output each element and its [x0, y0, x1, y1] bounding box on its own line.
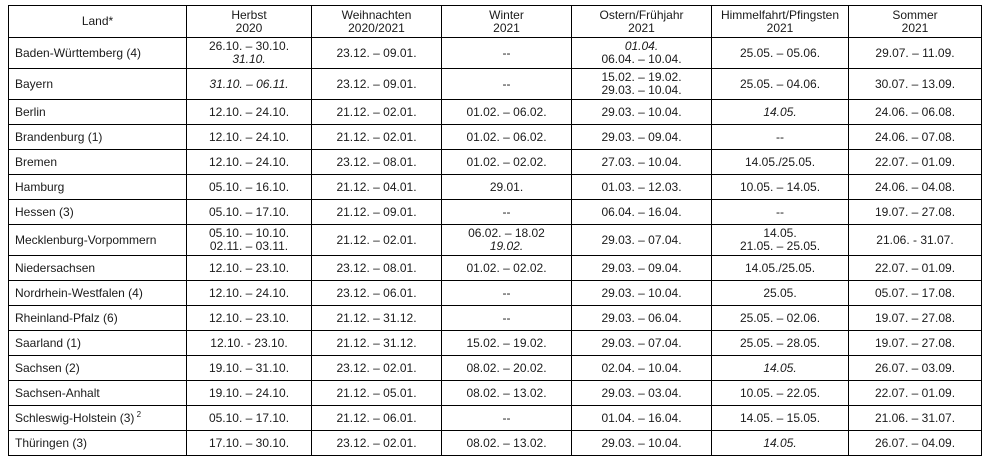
- date-range: 25.05. – 28.05.: [739, 335, 821, 350]
- date-range: 19.10. – 31.10.: [208, 360, 290, 375]
- date-range: 29.03. – 07.04.: [601, 335, 682, 350]
- date-range: 29.03. – 10.04.: [601, 435, 682, 450]
- table-row: [9, 175, 982, 200]
- date-range: 14.05. – 15.05.: [739, 410, 821, 425]
- himmelfahrt-cell: [712, 100, 849, 125]
- sommer-cell: [849, 69, 982, 100]
- himmelfahrt-cell: [712, 281, 849, 306]
- date-range: 22.07. – 01.09.: [874, 260, 956, 275]
- column-header-himmelfahrt: Himmelfahrt/Pfingsten 2021: [712, 6, 849, 38]
- date-range: 14.05./25.05.: [744, 154, 816, 169]
- table-row: [9, 306, 982, 331]
- ostern-cell: [572, 281, 712, 306]
- date-range: 25.05. – 04.06.: [739, 76, 821, 91]
- date-range: 21.12. – 04.01.: [336, 179, 417, 194]
- land-cell: Rheinland-Pfalz (6): [9, 306, 187, 331]
- date-range: 23.12. – 02.01.: [336, 360, 417, 375]
- herbst-cell: [187, 406, 312, 431]
- table-row: [9, 356, 982, 381]
- date-range: 24.06. – 07.08.: [874, 129, 956, 144]
- date-range: 21.12. – 06.01.: [336, 410, 417, 425]
- column-header-sommer: Sommer 2021: [849, 6, 982, 38]
- winter-cell: [442, 100, 572, 125]
- herbst-cell: [187, 225, 312, 256]
- sommer-cell: [849, 306, 982, 331]
- herbst-cell: [187, 331, 312, 356]
- winter-cell: [442, 331, 572, 356]
- date-range: 10.05. – 22.05.: [739, 385, 821, 400]
- date-range: --: [502, 204, 511, 219]
- date-range: 05.10. – 10.10.: [208, 226, 290, 240]
- date-range: 30.07. – 13.09.: [874, 76, 956, 91]
- date-range: 14.05.: [763, 226, 797, 240]
- winter-cell: [442, 175, 572, 200]
- date-range: 19.10. – 24.10.: [208, 385, 290, 400]
- table-row: [9, 281, 982, 306]
- table-row: [9, 200, 982, 225]
- date-range: 29.03. – 07.04.: [601, 232, 682, 247]
- sommer-cell: [849, 406, 982, 431]
- herbst-cell: [187, 150, 312, 175]
- date-range: --: [502, 76, 511, 91]
- school-holidays-table: [8, 5, 982, 456]
- weihnachten-cell: [312, 69, 442, 100]
- weihnachten-cell: [312, 356, 442, 381]
- date-range: 15.02. – 19.02.: [466, 335, 547, 350]
- date-range: 23.12. – 09.01.: [336, 76, 417, 91]
- herbst-cell: [187, 381, 312, 406]
- ostern-cell: [572, 200, 712, 225]
- date-range: 31.10. – 06.11.: [209, 76, 289, 91]
- date-range: 10.05. – 14.05.: [739, 179, 821, 194]
- date-range: 08.02. – 13.02.: [466, 435, 547, 450]
- winter-cell: [442, 150, 572, 175]
- weihnachten-cell: [312, 256, 442, 281]
- weihnachten-cell: [312, 406, 442, 431]
- date-range: 06.02. – 18.02: [468, 226, 545, 240]
- date-range: 29.03. – 06.04.: [601, 310, 682, 325]
- column-header-ostern: Ostern/Frühjahr 2021: [572, 6, 712, 38]
- date-range: 12.10. – 24.10.: [208, 285, 290, 300]
- ostern-cell: [572, 150, 712, 175]
- date-range: 22.07. – 01.09.: [874, 154, 956, 169]
- date-range: 21.12. – 02.01.: [336, 129, 417, 144]
- table-row: [9, 69, 982, 100]
- table-row: [9, 100, 982, 125]
- weihnachten-cell: [312, 125, 442, 150]
- date-range: 02.11. – 03.11.: [209, 239, 289, 253]
- sommer-cell: [849, 331, 982, 356]
- herbst-cell: [187, 38, 312, 69]
- land-cell: Thüringen (3): [9, 431, 187, 456]
- date-range: 08.02. – 13.02.: [466, 385, 547, 400]
- date-range: 29.07. – 11.09.: [875, 45, 955, 60]
- date-range: 01.02. – 06.02.: [466, 129, 547, 144]
- himmelfahrt-cell: [712, 150, 849, 175]
- date-range: --: [776, 129, 784, 144]
- date-range: 12.10. – 24.10.: [208, 129, 290, 144]
- winter-cell: [442, 281, 572, 306]
- ostern-cell: [572, 381, 712, 406]
- himmelfahrt-cell: [712, 256, 849, 281]
- winter-cell: [442, 381, 572, 406]
- date-range: --: [502, 45, 511, 60]
- herbst-cell: [187, 356, 312, 381]
- winter-cell: [442, 38, 572, 69]
- date-range: 14.05.: [763, 104, 797, 119]
- ostern-cell: [572, 256, 712, 281]
- date-range: 29.03. – 10.04.: [601, 83, 682, 97]
- date-range: 21.12. – 31.12.: [336, 310, 417, 325]
- weihnachten-cell: [312, 331, 442, 356]
- herbst-cell: [187, 100, 312, 125]
- date-range: 21.05. – 25.05.: [739, 239, 821, 253]
- date-range: 23.12. – 02.01.: [336, 435, 417, 450]
- date-range: 24.06. – 06.08.: [874, 104, 956, 119]
- winter-cell: [442, 256, 572, 281]
- date-range: 19.02.: [489, 239, 524, 253]
- herbst-cell: [187, 200, 312, 225]
- weihnachten-cell: [312, 175, 442, 200]
- weihnachten-cell: [312, 306, 442, 331]
- ostern-cell: [572, 69, 712, 100]
- winter-cell: [442, 200, 572, 225]
- himmelfahrt-cell: [712, 306, 849, 331]
- date-range: 06.04. – 16.04.: [601, 204, 682, 219]
- date-range: 29.03. – 03.04.: [601, 385, 682, 400]
- himmelfahrt-cell: [712, 406, 849, 431]
- date-range: 17.10. – 30.10.: [208, 435, 290, 450]
- weihnachten-cell: [312, 281, 442, 306]
- winter-cell: [442, 431, 572, 456]
- column-header-land: Land*: [9, 6, 187, 38]
- date-range: 29.03. – 10.04.: [601, 104, 682, 119]
- date-range: 21.12. – 05.01.: [336, 385, 417, 400]
- date-range: 25.05. – 05.06.: [739, 45, 821, 60]
- weihnachten-cell: [312, 381, 442, 406]
- weihnachten-cell: [312, 100, 442, 125]
- date-range: 19.07. – 27.08.: [874, 204, 956, 219]
- date-range: 14.05.: [763, 360, 797, 375]
- land-cell: Mecklenburg-Vorpommern: [9, 225, 187, 256]
- table-row: [9, 406, 982, 431]
- sommer-cell: [849, 356, 982, 381]
- ostern-cell: [572, 356, 712, 381]
- date-range: 01.02. – 02.02.: [466, 260, 547, 275]
- date-range: 01.02. – 02.02.: [466, 154, 547, 169]
- date-range: 02.04. – 10.04.: [601, 360, 682, 375]
- winter-cell: [442, 225, 572, 256]
- date-range: 06.04. – 10.04.: [601, 52, 682, 66]
- ostern-cell: [572, 175, 712, 200]
- winter-cell: [442, 406, 572, 431]
- table-row: [9, 38, 982, 69]
- date-range: 01.03. – 12.03.: [601, 179, 682, 194]
- date-range: 26.07. – 03.09.: [874, 360, 956, 375]
- date-range: --: [502, 310, 511, 325]
- date-range: --: [776, 204, 784, 219]
- herbst-cell: [187, 125, 312, 150]
- ostern-cell: [572, 306, 712, 331]
- land-cell: Sachsen-Anhalt: [9, 381, 187, 406]
- date-range: 29.03. – 09.04.: [601, 129, 682, 144]
- table-row: [9, 431, 982, 456]
- land-cell: Sachsen (2): [9, 356, 187, 381]
- himmelfahrt-cell: [712, 175, 849, 200]
- sommer-cell: [849, 281, 982, 306]
- sommer-cell: [849, 200, 982, 225]
- winter-cell: [442, 125, 572, 150]
- date-range: 29.03. – 09.04.: [601, 260, 682, 275]
- date-range: 27.03. – 10.04.: [601, 154, 682, 169]
- herbst-cell: [187, 281, 312, 306]
- table-row: [9, 125, 982, 150]
- date-range: 12.10. – 24.10.: [208, 104, 290, 119]
- winter-cell: [442, 356, 572, 381]
- date-range: 19.07. – 27.08.: [874, 335, 956, 350]
- date-range: 21.12. – 09.01.: [336, 204, 417, 219]
- date-range: 21.06. - 31.07.: [876, 232, 954, 247]
- herbst-cell: [187, 175, 312, 200]
- land-cell: Saarland (1): [9, 331, 187, 356]
- date-range: 12.10. - 23.10.: [210, 335, 288, 350]
- date-range: 26.07. – 04.09.: [874, 435, 956, 450]
- ostern-cell: [572, 225, 712, 256]
- date-range: 23.12. – 06.01.: [336, 285, 417, 300]
- ostern-cell: [572, 100, 712, 125]
- weihnachten-cell: [312, 225, 442, 256]
- land-cell: Nordrhein-Westfalen (4): [9, 281, 187, 306]
- land-cell: Hessen (3): [9, 200, 187, 225]
- himmelfahrt-cell: [712, 331, 849, 356]
- column-header-herbst: Herbst 2020: [187, 6, 312, 38]
- table-row: [9, 150, 982, 175]
- date-range: 23.12. – 08.01.: [336, 154, 417, 169]
- sommer-cell: [849, 100, 982, 125]
- date-range: 24.06. – 04.08.: [874, 179, 956, 194]
- date-range: 12.10. – 23.10.: [208, 260, 290, 275]
- weihnachten-cell: [312, 200, 442, 225]
- sommer-cell: [849, 256, 982, 281]
- date-range: 05.10. – 17.10.: [208, 204, 290, 219]
- table-row: [9, 331, 982, 356]
- himmelfahrt-cell: [712, 431, 849, 456]
- table-row: [9, 381, 982, 406]
- land-cell: Bremen: [9, 150, 187, 175]
- himmelfahrt-cell: [712, 200, 849, 225]
- date-range: 22.07. – 01.09.: [874, 385, 956, 400]
- date-range: 12.10. – 23.10.: [208, 310, 290, 325]
- column-header-weihnachten: Weihnachten 2020/2021: [312, 6, 442, 38]
- date-range: 29.03. – 10.04.: [601, 285, 682, 300]
- ostern-cell: [572, 406, 712, 431]
- himmelfahrt-cell: [712, 38, 849, 69]
- himmelfahrt-cell: [712, 356, 849, 381]
- date-range: 21.12. – 31.12.: [336, 335, 417, 350]
- date-range: 14.05./25.05.: [744, 260, 816, 275]
- land-cell: Niedersachsen: [9, 256, 187, 281]
- date-range: 05.10. – 16.10.: [208, 179, 290, 194]
- sommer-cell: [849, 175, 982, 200]
- date-range: 19.07. – 27.08.: [874, 310, 956, 325]
- table-header-row: [9, 6, 982, 38]
- sommer-cell: [849, 225, 982, 256]
- date-range: 05.10. – 17.10.: [208, 410, 290, 425]
- winter-cell: [442, 69, 572, 100]
- date-range: 01.04. – 16.04.: [601, 410, 682, 425]
- date-range: 23.12. – 08.01.: [336, 260, 417, 275]
- date-range: 21.06. – 31.07.: [874, 410, 956, 425]
- herbst-cell: [187, 431, 312, 456]
- himmelfahrt-cell: [712, 225, 849, 256]
- date-range: 08.02. – 20.02.: [466, 360, 547, 375]
- herbst-cell: [187, 256, 312, 281]
- land-cell: Bayern: [9, 69, 187, 100]
- date-range: 31.10.: [232, 52, 266, 66]
- land-cell: Berlin: [9, 100, 187, 125]
- date-range: 05.07. – 17.08.: [874, 285, 956, 300]
- date-range: --: [502, 410, 511, 425]
- himmelfahrt-cell: [712, 381, 849, 406]
- date-range: 21.12. – 02.01.: [336, 104, 417, 119]
- sommer-cell: [849, 38, 982, 69]
- herbst-cell: [187, 69, 312, 100]
- herbst-cell: [187, 306, 312, 331]
- weihnachten-cell: [312, 431, 442, 456]
- date-range: 29.01.: [489, 179, 524, 194]
- himmelfahrt-cell: [712, 69, 849, 100]
- column-header-winter: Winter 2021: [442, 6, 572, 38]
- winter-cell: [442, 306, 572, 331]
- sommer-cell: [849, 125, 982, 150]
- ostern-cell: [572, 431, 712, 456]
- sommer-cell: [849, 150, 982, 175]
- date-range: 26.10. – 30.10.: [208, 39, 290, 53]
- date-range: 12.10. – 24.10.: [208, 154, 290, 169]
- date-range: 25.05.: [763, 285, 797, 300]
- weihnachten-cell: [312, 150, 442, 175]
- date-range: --: [502, 285, 511, 300]
- land-cell: Hamburg: [9, 175, 187, 200]
- footnote-marker: 2: [134, 409, 142, 419]
- weihnachten-cell: [312, 38, 442, 69]
- date-range: 23.12. – 09.01.: [336, 45, 417, 60]
- himmelfahrt-cell: [712, 125, 849, 150]
- date-range: 01.04.: [624, 39, 659, 53]
- land-cell: Baden-Württemberg (4): [9, 38, 187, 69]
- date-range: 15.02. – 19.02.: [601, 70, 682, 84]
- ostern-cell: [572, 125, 712, 150]
- land-cell: Brandenburg (1): [9, 125, 187, 150]
- sommer-cell: [849, 431, 982, 456]
- ostern-cell: [572, 38, 712, 69]
- date-range: 01.02. – 06.02.: [466, 104, 547, 119]
- date-range: 25.05. – 02.06.: [739, 310, 821, 325]
- ostern-cell: [572, 331, 712, 356]
- date-range: 21.12. – 02.01.: [336, 232, 417, 247]
- sommer-cell: [849, 381, 982, 406]
- land-cell: Schleswig-Holstein (3) $^2$: [9, 406, 187, 431]
- date-range: 14.05.: [763, 435, 797, 450]
- table-row: [9, 256, 982, 281]
- table-row: [9, 225, 982, 256]
